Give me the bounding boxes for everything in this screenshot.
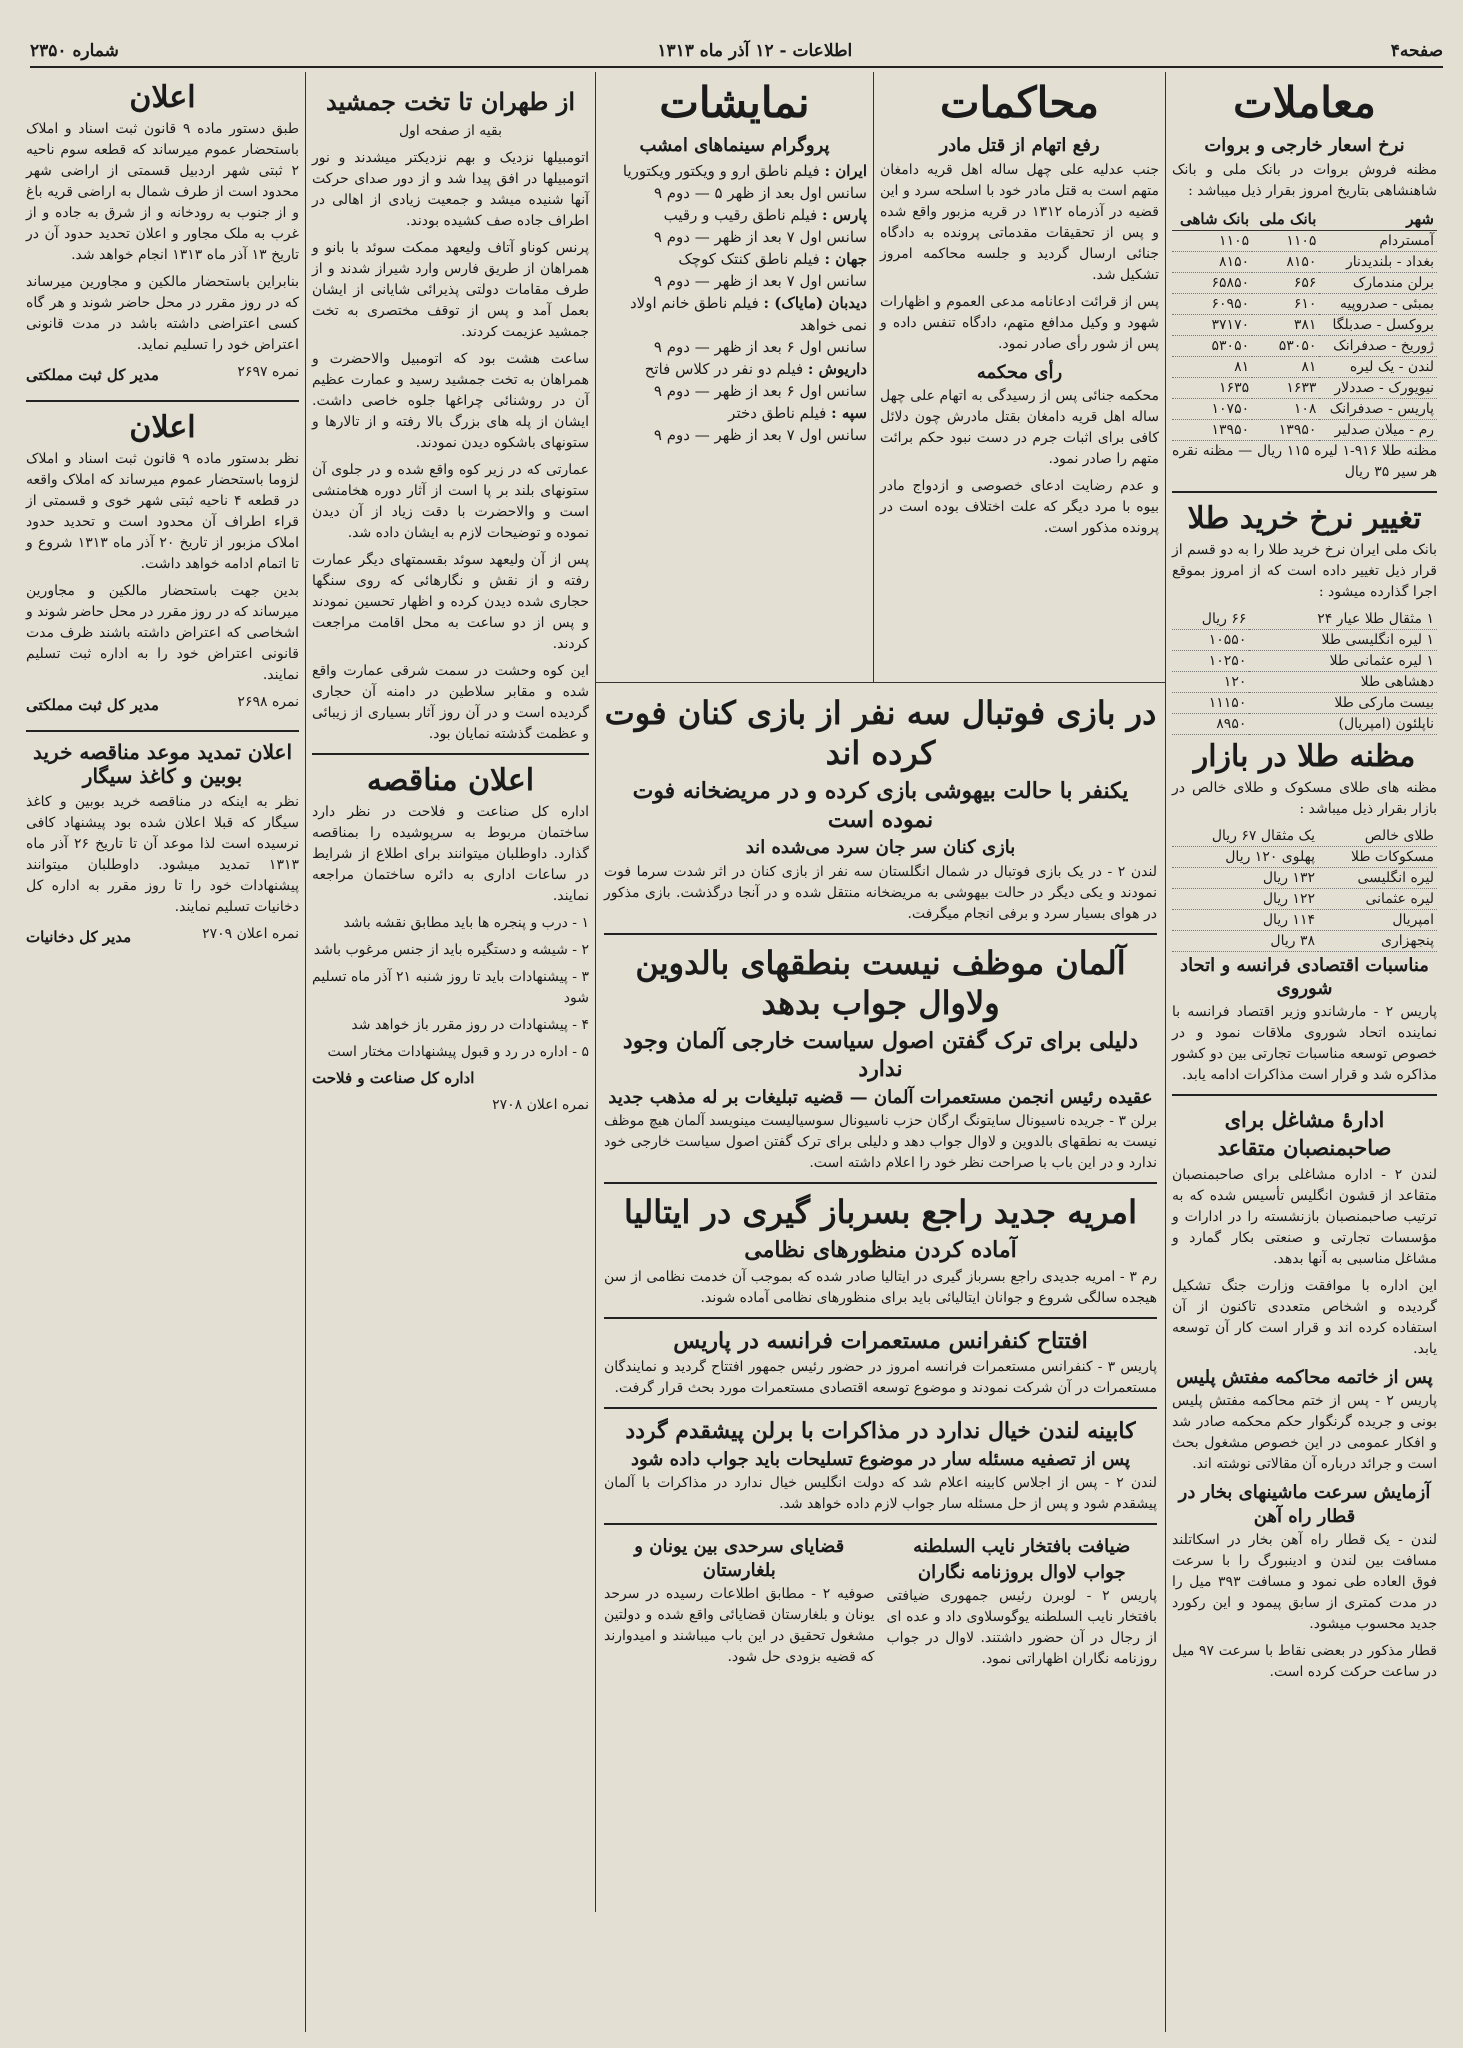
travel-text-6: این کوه وحشت در سمت شرقی عمارت واقع شده و مقابر سلاطین در دامنه آن حجاری گردیده است و در آن روز آثار بسیاری از زیبائی و عظمت گذشته نمایان بود. [312,663,589,743]
list-item [602,160,867,204]
courts-text-1: جنب عدلیه علی چهل ساله اهل قریه دامغان متهم است به قتل مادر خود با اسلحه سرد و این قضیه در آذرماه ۱۳۱۲ در قریه مزبور واقع شده و پس از تحقیقات مقدماتی پرونده به دادگاه جنائی ارسال گردید و جلسه محاکمه امروز تشکیل شد. [880,161,1159,283]
rate-city: بغداد - بلندیدنار [1319,251,1437,272]
table-row [1172,713,1437,734]
market-item: طلای خالص [1318,826,1437,847]
divider [26,400,299,402]
police-title: پس از خاتمه محاکمه مفتش پلیس [1176,1366,1433,1388]
rate-melli: ۱۱۰۵ [1252,230,1319,251]
travel-text-4: عمارتی که در زیر کوه واقع شده و در جلوی آن ستونهای بلند بر پا است از آثار دوره هخامنشی است و والاحضرت با دقت زیاد از آن دیدن نموده و توضیحات لازم به ایشان داده شد. [312,462,589,542]
cinema-film: فیلم دو نفر در کلاس فاتح [644,359,804,378]
courts-masthead: محاکمات [939,78,1100,127]
table-row [1172,398,1437,419]
table-row [1172,314,1437,335]
regent-headline: ضیافت بافتخار نایب السلطنه [913,1536,1131,1558]
regent-story [887,1533,1158,1676]
list-item: ۳ - پیشنهادات باید تا روز شنبه ۲۱ آذر ماه تسلیم شود [312,969,589,1007]
list-item [602,204,867,248]
border-story [604,1533,875,1676]
cinema-name: پارس : [821,205,867,224]
notices-column [20,72,305,2032]
divider [312,753,589,755]
table-row [1172,230,1437,251]
cinema-times: سانس اول ۷ بعد از ظهر — دوم ۹ [653,271,867,290]
market-item: مسکوکات طلا [1318,846,1437,867]
rates-col-melli: بانک ملی [1252,208,1319,231]
divider [1172,491,1437,493]
cinema-program-title: پروگرام سینماهای امشب [639,135,830,157]
page-number: صفحه۴ [1390,41,1443,61]
cinema-film: فیلم ناطق خانم اولاد نمی خواهد [629,293,867,334]
notice-2-footer [26,692,299,722]
coin-name: ۱ مثقال طلا عیار ۲۴ [1249,609,1437,630]
market-text: مظنه های طلای مسکوک و طلای خالص در بازار بقرار ذیل میباشد : [1172,779,1437,817]
issue-number: شماره ۲۳۵۰ [30,41,119,61]
berlin-headline: کابینه لندن خیال ندارد در مذاکرات با برلن پیشقدم گردد [625,1418,1136,1445]
list-item [602,358,867,402]
coin-name: دهشاهی طلا [1249,671,1437,692]
coin-price: ۱۱۱۵۰ [1172,692,1249,713]
table-row [1172,826,1437,847]
rate-city: لندن - یک لیره [1319,356,1437,377]
notice-2-title: اعلان [129,410,196,445]
cinema-list [602,160,867,446]
cinema-film: فیلم ناطق کنتک کوچک [678,249,820,268]
courts-title-1: رفع اتهام از قتل مادر [939,135,1100,157]
coin-name: بیست مارکی طلا [1249,692,1437,713]
rate-shahi: ۳۷۱۷۰ [1172,314,1252,335]
rate-shahi: ۱۶۳۵ [1172,377,1252,398]
rate-city: بمبئی - صدروپیه [1319,293,1437,314]
market-price: ۱۲۲ ریال [1172,888,1318,909]
list-item: ۱ - درب و پنجره ها باید مطابق نقشه باشد [343,915,589,932]
courts-title-2: رأی محکمه [976,361,1063,383]
border-text: صوفیه ۲ - مطابق اطلاعات رسیده در سرحد یونان و بلغارستان قضایائی واقع شده و دولتین مشغول تحقیق در این باب میباشند و امیدوارند که قضیه بزودی حل شود. [604,1586,875,1666]
cinema-times: سانس اول ۶ بعد از ظهر — دوم ۹ [653,337,867,356]
rate-shahi: ۸۱ [1172,356,1252,377]
center-news [595,682,1165,1912]
issue-date: اطلاعات - ۱۲ آذر ماه ۱۳۱۳ [657,41,853,61]
notice-2-signature: مدیر کل ثبت مملکتی [26,696,159,714]
cinema-film: فیلم ناطق ارو و ویکتور ویکتوریا [622,161,820,180]
cinema-times: سانس اول ۷ بعد از ظهر — دوم ۹ [653,425,867,444]
list-item: ۵ - اداره در رد و قبول پیشنهادات مختار است [327,1044,589,1061]
rate-city: برلن مندمارک [1319,272,1437,293]
football-headline: در بازی فوتبال سه نفر از بازی کنان فوت کرده اند [604,694,1157,772]
table-row [1172,867,1437,888]
table-row [1172,909,1437,930]
jobs-title: ادارهٔ مشاغل برای صاحبمنصبان متقاعد [1217,1107,1392,1160]
tender-number: نمره اعلان ۲۷۰۸ [492,1097,589,1114]
rate-shahi: ۸۱۵۰ [1172,251,1252,272]
rates-note: مظنه فروش بروات در بانک ملی و بانک شاهنشاهی بتاریخ امروز بقرار ذیل میباشد : [1172,161,1437,199]
rate-city: رم - میلان صدلیر [1319,419,1437,440]
courts-text-2b: و عدم رضایت ادعای خصوصی و ازدواج مادر بیوه با مرد دیگر که علت اختلاف بوده است در پرونده مذکور است. [880,477,1159,536]
cinema-name: داریوش : [807,359,867,378]
econ-title: مناسبات اقتصادی فرانسه و اتحاد شوروی [1180,954,1429,999]
transactions-column [1165,72,1443,2032]
table-row [1172,251,1437,272]
steam-text: لندن - یک قطار راه آهن بخار در اسکاتلند مسافت بین لندن و ادینبورگ را با سرعت فوق العاده طی نمود و مسافت ۳۹۳ میل را در مدت کمتری از سابق پیمود و این رکورد جدید محسوب میشود. [1172,1532,1437,1633]
table-row [1172,356,1437,377]
football-kicker: یکنفر با حالت بیهوشی بازی کرده و در مریضخانه فوت نموده است [632,778,1129,833]
extension-notice-signature: مدیر کل دخانیات [26,928,132,946]
market-price: ۱۳۲ ریال [1172,867,1318,888]
rate-city: بروکسل - صدبلگا [1319,314,1437,335]
rate-melli: ۵۳۰۵۰ [1252,335,1319,356]
football-text: لندن ۲ - در یک بازی فوتبال در شمال انگلستان سه نفر از بازی کنان در اثر شدت سرما فوت نمودند و یکی دیگر در حالت بیهوشی به مریضخانه منتقل شده و در آنجا درگذشت. بازی مذکور در هوای بسیار سرد و برفی انجام میگرفت. [604,863,1157,922]
notice-1-signature: مدیر کل ثبت مملکتی [26,366,159,384]
steam-text-2: قطار مذکور در بعضی نقاط با سرعت ۹۷ میل در ساعت حرکت کرده است. [1172,1643,1437,1681]
transactions-masthead: معاملات [1233,78,1376,127]
courts-text-2: محکمه جنائی پس از رسیدگی به اتهام علی چهل ساله اهل قریه دامغان بقتل مادرش چون دلائل کافی برای اثبات جرم در دست نبود حکم برائت متهم را صادر نمود. [880,387,1159,467]
rate-shahi: ۵۳۰۵۰ [1172,335,1252,356]
gold-text: بانک ملی ایران نرخ خرید طلا را به دو قسم از قرار ذیل تغییر داده است که از امروز بموقع اجرا گذارده میشود : [1172,541,1437,600]
coin-price: ۱۲۰ [1172,671,1249,692]
divider [1172,1094,1437,1096]
rate-city: آمستردام [1319,230,1437,251]
coin-price: ۸۹۵۰ [1172,713,1249,734]
courts-text-1b: پس از قرائت ادعانامه مدعی العموم و اظهارات شهود و وکیل مدافع متهم، دادگاه تنفس داده و پس از شور رأی صادر نمود. [880,293,1159,352]
table-row [1172,272,1437,293]
table-row [1172,377,1437,398]
list-item [602,402,867,446]
notice-1-number: نمره ۲۶۹۷ [237,364,299,380]
travel-column [305,72,595,2032]
rates-table [1172,208,1437,441]
rates-footer: مظنه طلا ۹۱۶-۱ لیره ۱۱۵ ریال — مظنه نقره هر سیر ۳۵ ریال [1172,442,1437,480]
market-price: یک مثقال ۶۷ ریال [1172,826,1318,847]
notice-1-text: طبق دستور ماده ۹ قانون ثبت اسناد و املاک باستحضار عموم میرساند که قطعه سوم ناحیه ۲ ثبتی شهر اردبیل قسمتی از اراضی شهر محدود است از طرف شمال به اراضی قریه باغ و از جنوب به رودخانه و از شرق به جاده و از غرب به ملک مجاور و اعلان تحدید حدود آن در تاریخ ۱۳ آذر ماه ۱۳۱۳ انجام خواهد شد. [26,121,299,263]
travel-continued: بقیه از صفحه اول [398,123,503,140]
germany-kicker: دلیلی برای ترک گفتن اصول سیاست خارجی آلمان وجود ندارد [622,1027,1139,1083]
market-item: امپریال [1318,909,1437,930]
divider [26,730,299,732]
divider [604,1182,1157,1184]
travel-text-5: پس از آن ولیعهد سوئد بقسمتهای دیگر عمارت رفته و از نقش و نگارهائی که روی سنگها حجاری شده دیدن کرده و اظهار تحسین نمودند و پس از دو ساعت به محل اقامت مراجعت کردند. [312,552,589,653]
coin-name: ۱ لیره انگلیسی طلا [1249,629,1437,650]
berlin-kicker: پس از تصفیه مسئله سار در موضوع تسلیحات باید جواب داده شود [630,1448,1131,1470]
italy-kicker: آماده کردن منظورهای نظامی [744,1237,1017,1264]
cinema-film: فیلم ناطق دختر [728,403,827,422]
regent-kicker: جواب لاوال بروزنامه نگاران [917,1561,1126,1583]
table-row [1172,671,1437,692]
rates-col-city: شهر [1319,208,1437,231]
rate-shahi: ۱۱۰۵ [1172,230,1252,251]
coin-name: ۱ لیره عثمانی طلا [1249,650,1437,671]
travel-text-2: پرنس کوناو آتاف ولیعهد ممکت سوئد با بانو و همراهان از طریق فارس وارد شیراز شدند و از طرف مقامات دولتی پذیرائی شایانی از ایشان بعمل آمد و پس از توقف مختصری به تخت جمشید عزیمت کردند. [312,240,589,341]
coin-price: ۶۶ ریال [1172,609,1249,630]
rate-melli: ۱۶۳۳ [1252,377,1319,398]
cinema-times: سانس اول بعد از ظهر ۵ — دوم ۹ [653,183,867,202]
colonial-text: پاریس ۳ - کنفرانس مستعمرات فرانسه امروز در حضور رئیس جمهور افتتاح گردید و نمایندگان مستعمرات در آن شرکت نمودند و موضوع توسعه اقتصادی مستعمرات مورد بحث قرار گرفت. [604,1359,1157,1397]
rate-city: ژوریخ - صدفرانک [1319,335,1437,356]
football-subhead: بازی کنان سر جان سرد می‌شده اند [745,837,1016,859]
rate-melli: ۸۱ [1252,356,1319,377]
econ-text: پاریس ۲ - مارشاندو وزیر اقتصاد فرانسه با نماینده اتحاد شوروی ملاقات نمود و در خصوص توسعه مناسبات تجارتی بین دو کشور مذاکره شد و قرار است مذاکرات ادامه یابد. [1172,1004,1437,1084]
extension-notice-number: نمره اعلان ۲۷۰۹ [202,926,299,942]
divider [604,1523,1157,1525]
rate-shahi: ۶۰۹۵۰ [1172,293,1252,314]
table-row [1172,650,1437,671]
extension-notice-footer [26,924,299,954]
list-item [602,292,867,358]
rates-col-shahi: بانک شاهی [1172,208,1252,231]
jobs-text: لندن ۲ - اداره مشاغلی برای صاحبمنصبان متقاعد از قشون انگلیس تأسیس شده که به ترتیب صاحبمنصبان بازنشسته را در ادارات و مؤسسات تجارتی و صنعتی بکار گمارد و مشاغل مناسبی به آنها بدهد. [1172,1166,1438,1267]
market-price: ۳۸ ریال [1172,930,1318,951]
table-row [1172,335,1437,356]
rate-shahi: ۶۵۸۵۰ [1172,272,1252,293]
tender-text: اداره کل صناعت و فلاحت در نظر دارد ساختمان مربوط به سرپوشیده را بمناقصه گذارد. داوطلبان میتوانند برای اطلاع از شرایط در ساعات اداری به دائره ساختمان مراجعه نمایند. [312,804,589,905]
rates-header-row [1172,208,1437,231]
divider [604,933,1157,935]
rate-melli: ۶۵۶ [1252,272,1319,293]
steam-title: آزمایش سرعت ماشینهای بخار در قطار راه آهن [1178,1482,1431,1527]
table-row [1172,930,1437,951]
cinema-name: جهان : [824,249,867,268]
table-row [1172,419,1437,440]
germany-headline: آلمان موظف نیست بنطقهای بالدوین ولاوال جواب بدهد [635,943,1126,1022]
divider [604,1317,1157,1319]
market-item: پنجهزاری [1318,930,1437,951]
extension-notice-text: نظر به اینکه در مناقصه خرید بوبین و کاغذ سیگار که قبلا اعلان شده بود پیشنهاد کافی نرسیده است لذا موعد آن تا تاریخ ۲۶ آذر ماه ۱۳۱۳ تمدید میشود. داوطلبان میتوانند پیشنهادات خود را تا روز مقرر به اداره کل دخانیات تسلیم نمایند. [26,794,299,915]
rates-title: نرخ اسعار خارجی و بروات [1204,135,1405,157]
rate-melli: ۱۰۸ [1252,398,1319,419]
gold-title: تغییر نرخ خرید طلا [1187,500,1422,536]
market-price: پهلوی ۱۲۰ ریال [1172,846,1318,867]
rate-melli: ۳۸۱ [1252,314,1319,335]
cinema-times: سانس اول ۶ بعد از ظهر — دوم ۹ [653,381,867,400]
shows-masthead: نمایشات [659,78,810,127]
table-row [1172,629,1437,650]
market-item: لیره عثمانی [1318,888,1437,909]
shows-column [595,72,873,682]
cinema-times: سانس اول ۷ بعد از ظهر — دوم ۹ [653,227,867,246]
table-row [1172,888,1437,909]
italy-text: رم ۳ - امریه جدیدی راجع بسرباز گیری در ایتالیا صادر شده که بموجب آن خدمت نظامی از سن هیجده سالگی شروع و جوانان ایتالیائی باید برای منظورهای نظامی آماده شوند. [604,1268,1158,1306]
cinema-name: سپه : [831,403,867,422]
cinema-name: ایران : [824,161,867,180]
rate-city: پاریس - صدفرانک [1319,398,1437,419]
notice-2-text-2: بدین جهت باستحضار مالکین و مجاورین میرساند که در روز مقرر در محل حاضر شوند و اشخاصی که اعتراض داشته باشند ظرف مدت قانونی اعتراض خود را به اداره ثبت تسلیم نمایند. [26,583,299,683]
coin-name: ناپلئون (امپریال) [1249,713,1437,734]
berlin-text: لندن ۲ - پس از اجلاس کابینه اعلام شد که دولت انگلیس خیال ندارد در مذاکرات با آلمان پیشقدم شود و پس از حل مسئله سار جواب لازم داده خواهد شد. [604,1475,1157,1513]
colonial-headline: افتتاح کنفرانس مستعمرات فرانسه در پاریس [673,1327,1088,1354]
list-item [602,248,867,292]
germany-subhead: عقیده رئیس انجمن مستعمرات آلمان — قضیه تبلیغات بر له مذهب جدید [608,1086,1153,1108]
list-item: ۲ - شیشه و دستگیره باید از جنس مرغوب باشد [313,942,589,959]
gold-table [1172,609,1437,735]
notice-1-footer [26,362,299,392]
rate-melli: ۱۳۹۵۰ [1252,419,1319,440]
page-header [30,36,1443,68]
notice-2-text: نظر بدستور ماده ۹ قانون ثبت اسناد و املاک لزوما باستحضار عموم میرساند که املاک واقعه در قطعه ۴ ناحیه ثبتی شهر خوی و قسمتی از قراء اطراف آن محدود است و تحدید حدود املاک مزبور از تاریخ ۲۰ آذر ماه ۱۳۱۳ شروع و تا اتمام ادامه خواهد داشت. [26,451,299,572]
market-item: لیره انگلیسی [1318,867,1437,888]
extension-notice-title: اعلان تمدید موعد مناقصه خرید بوبین و کاغذ سیگار [32,740,293,788]
tender-title: اعلان مناقصه [366,763,535,799]
table-row [1172,293,1437,314]
table-row [1172,846,1437,867]
table-row [1172,609,1437,630]
italy-headline: امریه جدید راجع بسرباز گیری در ایتالیا [624,1193,1137,1232]
rate-melli: ۸۱۵۰ [1252,251,1319,272]
divider [604,1407,1157,1409]
tender-signature: اداره کل صناعت و فلاحت [312,1069,475,1088]
travel-title: از طهران تا تخت جمشید [325,87,576,116]
rate-melli: ۶۱۰ [1252,293,1319,314]
rate-shahi: ۱۳۹۵۰ [1172,419,1252,440]
bottom-news-row [604,1533,1157,1676]
rate-city: نیویورک - صددلار [1319,377,1437,398]
list-item: ۴ - پیشنهادات در روز مقرر باز خواهد شد [351,1017,589,1034]
regent-text: پاریس ۲ - لوبرن رئیس جمهوری ضیافتی بافتخار نایب السلطنه یوگوسلاوی داد و عده ای از رجال در آن حضور داشتند. لاوال در جواب روزنامه نگاران اظهاراتی نمود. [886,1588,1157,1668]
notice-1-text-2: بنابراین باستحضار مالکین و مجاورین میرساند که در روز مقرر در محل حاضر شوند و هر گاه کسی اعتراضی داشته باشد در مدت قانونی اعتراض خود را تسلیم نماید. [26,274,299,353]
travel-text-3: ساعت هشت بود که اتومبیل والاحضرت و همراهان به تخت جمشید رسید و عمارت عظیم آن در روشنائی چراغها جلوه خاصی داشت. ایشان از پله های بزرگ بالا رفته و از تالارها و ستونهای باشکوه دیدن نمودند. [312,351,589,452]
market-title: مظنه طلا در بازار [1193,738,1416,774]
notice-2-number: نمره ۲۶۹۸ [237,694,299,710]
cinema-name: دیدبان (مایاک) : [763,293,867,312]
jobs-text-2: این اداره با موافقت وزارت جنگ تشکیل گردیده و اشخاص متعددی تاکنون از آن استفاده کرده اند و قرار است کار آن توسعه یابد. [1172,1277,1437,1357]
notice-1-title: اعلان [129,80,196,115]
germany-text: برلن ۳ - جریده ناسیونال سایتونگ ارگان حزب ناسیونال سوسیالیست مینویسد آلمان هیچ موظف نیست به نطقهای بالدوین و لاوال جواب دهد و دلیلی برای ترک گفتن اصول سیاست خارجی خود ندارد و در این باب با صراحت نظر خود را اعلام داشته است. [604,1113,1157,1172]
table-row [1172,692,1437,713]
rate-shahi: ۱۰۷۵۰ [1172,398,1252,419]
coin-price: ۱۰۲۵۰ [1172,650,1249,671]
travel-text-1: اتومبیلها نزدیک و بهم نزدیکتر میشدند و نور اتومبیلها در افق پیدا شد و از دور صدای حرکت آنها شنیده میشد و جمعیت زیادی از اهالی در اطراف جاده صف کشیده بودند. [312,150,589,230]
coin-price: ۱۰۵۵۰ [1172,629,1249,650]
market-table [1172,826,1437,952]
police-text: پاریس ۲ - پس از ختم محاکمه مفتش پلیس بونی و جریده گرنگوار حکم محکمه صادر شد و افکار عمومی در این خصوص مشغول بحث است و جرائد درباره آن مقالاتی نوشته اند. [1172,1393,1437,1473]
market-price: ۱۱۴ ریال [1172,909,1318,930]
cinema-film: فیلم ناطق رقیب و رقیب [663,205,818,224]
border-headline: قضایای سرحدی بین یونان و بلغارستان [634,1536,845,1581]
courts-column [873,72,1165,682]
